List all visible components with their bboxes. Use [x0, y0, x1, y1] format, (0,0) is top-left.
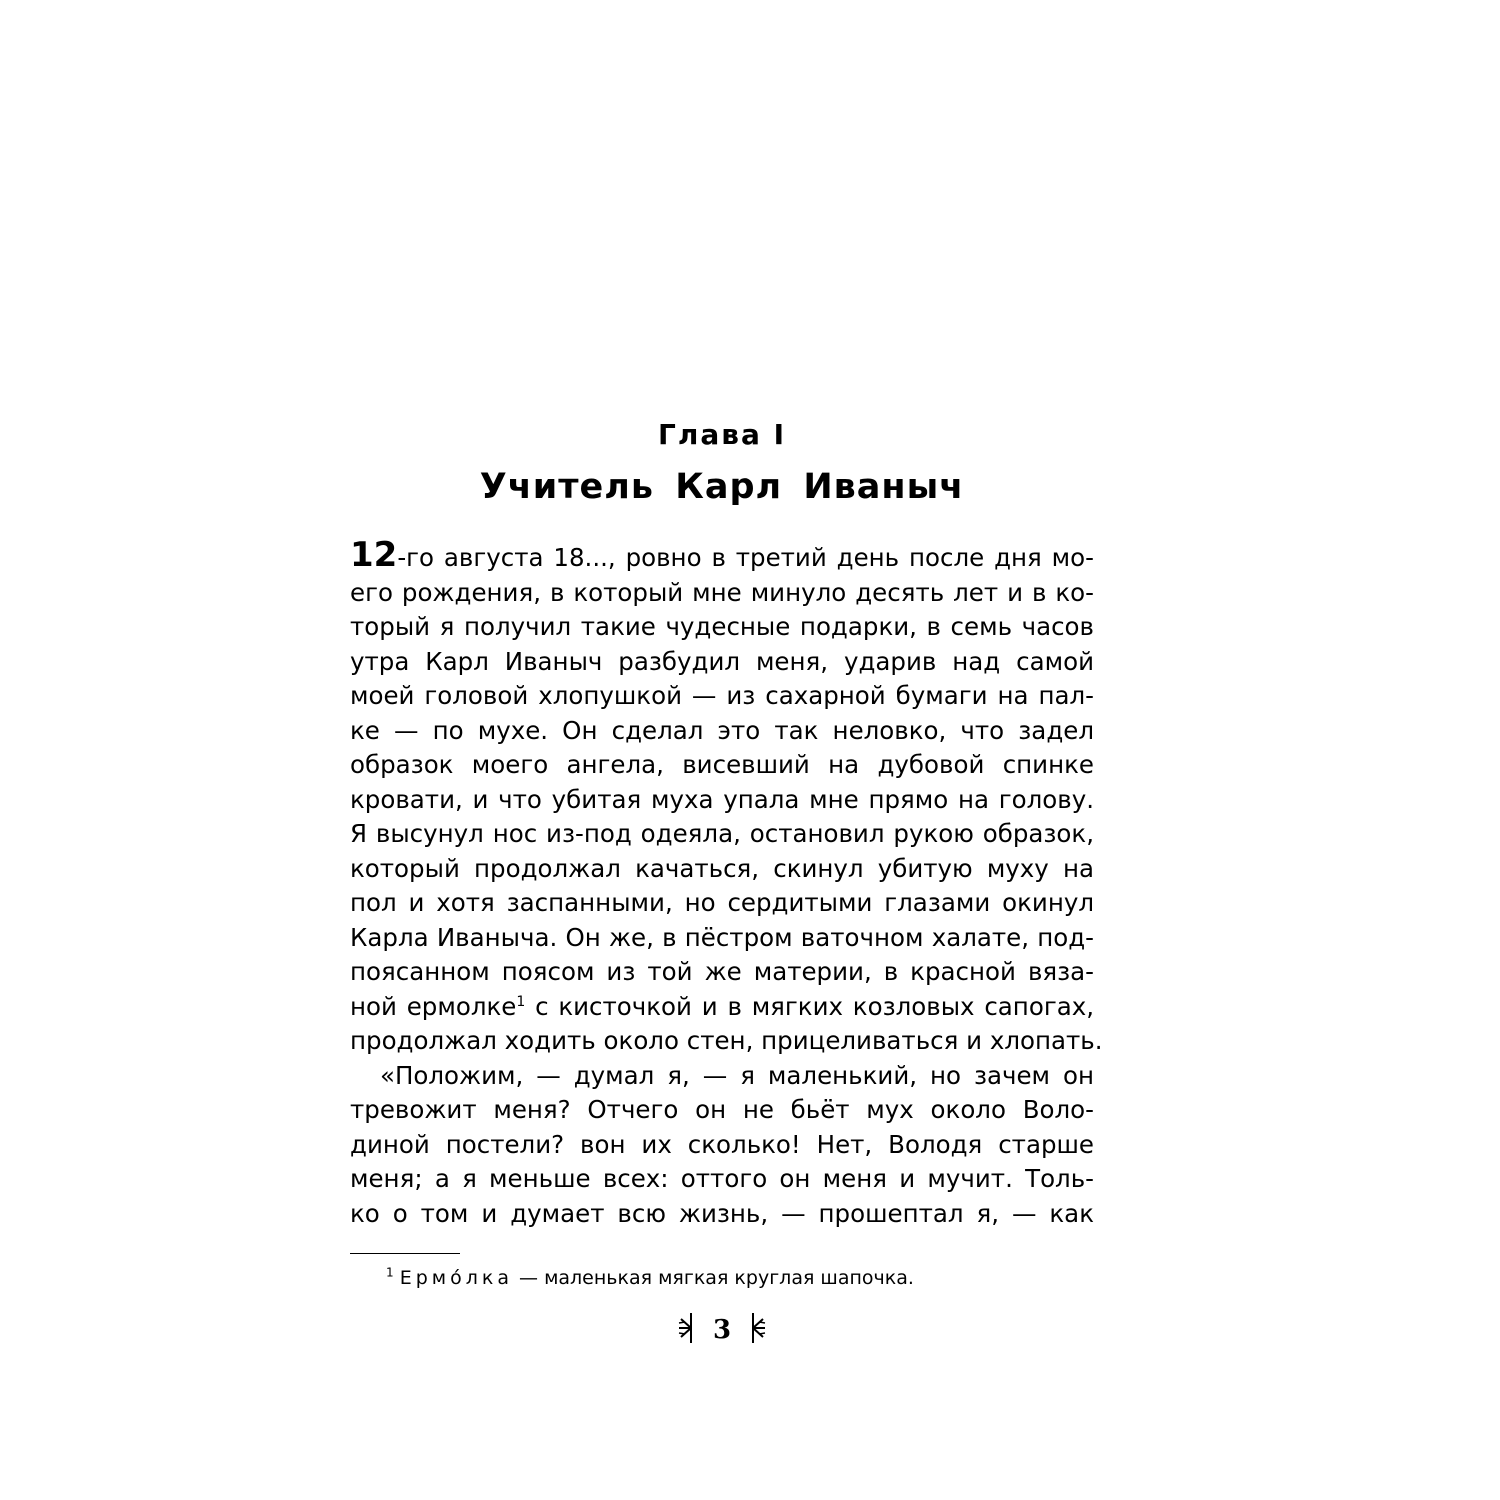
text-line: утра Карл Иваныч разбудил меня, ударив над самой [350, 646, 1094, 676]
footnote-term: Ермо́лка [399, 1267, 513, 1289]
text-line: его рождения, в который мне минуло десять лет и в ко- [350, 577, 1094, 607]
footnote [386, 1267, 914, 1289]
text-segment: ной ермолке [350, 991, 517, 1021]
text-line: ке — по мухе. Он сделал это так неловко, что задел [350, 715, 1094, 745]
text-line: Я высунул нос из-под одеяла, остановил рукою образок, [350, 819, 1094, 848]
text-line: образок моего ангела, висевший на дубовой спинке [350, 750, 1094, 779]
chapter-title: Учитель Карл Иваныч [479, 467, 965, 507]
chapter-number: Глава I [657, 418, 787, 451]
text-line: диной постели? вон их сколько! Нет, Володя старше [350, 1129, 1094, 1159]
snowflake-bracket-left-icon [675, 1311, 695, 1350]
snowflake-bracket-right-icon [749, 1311, 769, 1350]
footnote-reference[interactable]: 1 [516, 993, 526, 1010]
text-line-rest: -го августа 18..., ровно в третий день после дня мо- [397, 543, 1094, 572]
page-number: 3 [712, 1315, 732, 1345]
text-line [350, 990, 1094, 1025]
text-line: Карла Иваныча. Он же, в пёстром ваточном халате, под- [350, 922, 1094, 952]
text-line: торый я получил такие чудесные подарки, в семь часов [350, 612, 1094, 641]
footnote-marker: 1 [386, 1265, 394, 1280]
page-content [350, 0, 1103, 1500]
text-segment: с кисточкой и в мягких козловых сапогах, [525, 991, 1094, 1021]
text-line: продолжал ходить около стен, прицеливаться и хлопать. [350, 1026, 1103, 1055]
body-text [350, 535, 1103, 1231]
text-line: поясанном поясом из той же материи, в красной вяза- [350, 957, 1094, 986]
text-line: ко о том и думает всю жизнь, — прошептал я, — как [350, 1198, 1094, 1228]
text-line: моей головой хлопушкой — из сахарной бумаги на пал- [350, 681, 1094, 710]
text-line: который продолжал качаться, скинул убитую муху на [350, 853, 1094, 883]
drop-initial: 12 [350, 535, 398, 575]
text-line [350, 535, 1094, 576]
folio [350, 1310, 1094, 1350]
text-line: «Положим, — думал я, — я маленький, но зачем он [380, 1060, 1094, 1090]
footnote-divider [350, 1253, 460, 1254]
text-line: меня; а я меньше всех: оттого он меня и мучит. Толь- [350, 1164, 1094, 1193]
footnote-definition: — маленькая мягкая круглая шапочка. [512, 1267, 914, 1289]
text-line: тревожит меня? Отчего он не бьёт мух около Воло- [350, 1095, 1094, 1124]
text-line: пол и хотя заспанными, но сердитыми глазами окинул [350, 888, 1094, 917]
text-line: кровати, и что убитая муха упала мне прямо на голову. [350, 784, 1094, 814]
